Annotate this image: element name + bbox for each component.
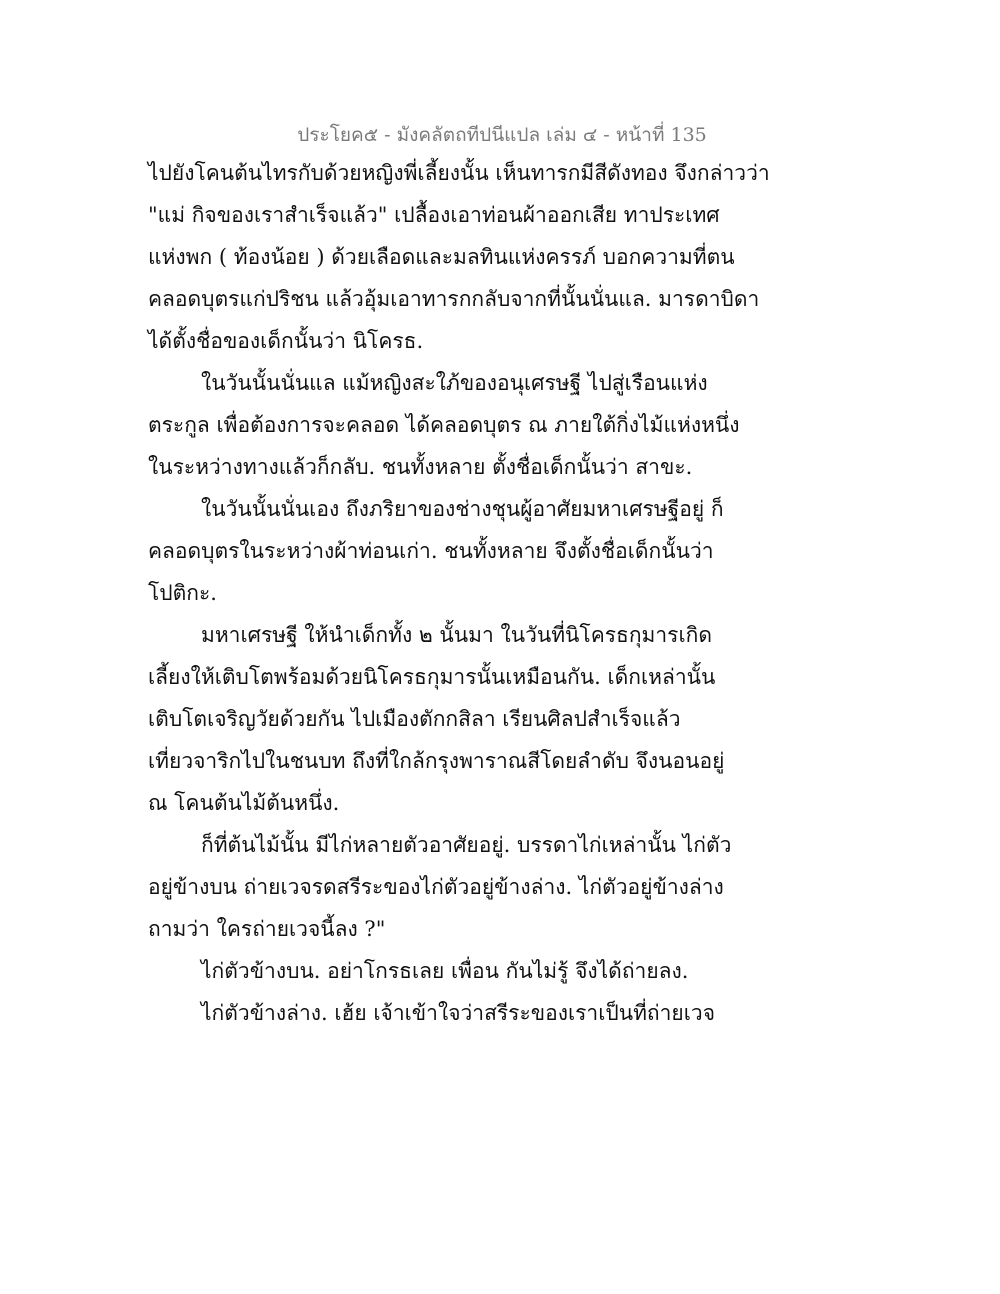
text-line: เติบโตเจริญวัยด้วยกัน ไปเมืองตักกสิลา เรียนศิลปสำเร็จแล้ว [148, 707, 681, 731]
text-line: ในระหว่างทางแล้วก็กลับ. ชนทั้งหลาย ตั้งชื่อเด็กนั้นว่า สาขะ. [148, 455, 693, 479]
text-line: ได้ตั้งชื่อของเด็กนั้นว่า นิโครธ. [148, 329, 424, 353]
text-line: อยู่ข้างบน ถ่ายเวจรดสรีระของไก่ตัวอยู่ข้างล่าง. ไก่ตัวอยู่ข้างล่าง [148, 875, 724, 899]
text-line: โปติกะ. [148, 581, 217, 605]
paragraph-start-line: มหาเศรษฐี ให้นำเด็กทั้ง ๒ นั้นมา ในวันที่นิโครธกุมารเกิด [201, 623, 712, 647]
text-line: คลอดบุตรในระหว่างผ้าท่อนเก่า. ชนทั้งหลาย จึงตั้งชื่อเด็กนั้นว่า [148, 539, 714, 563]
paragraph-start-line: ในวันนั้นนั่นแล แม้หญิงสะใภ้ของอนุเศรษฐี ไปสู่เรือนแห่ง [201, 371, 708, 395]
paragraph-start-line: ในวันนั้นนั่นเอง ถึงภริยาของช่างชุนผู้อาศัยมหาเศรษฐีอยู่ ก็ [201, 497, 724, 521]
text-line: เลี้ยงให้เติบโตพร้อมด้วยนิโครธกุมารนั้นเหมือนกัน. เด็กเหล่านั้น [148, 665, 716, 689]
text-line: ไปยังโคนต้นไทรกับด้วยหญิงพี่เลี้ยงนั้น เห็นทารกมีสีดังทอง จึงกล่าวว่า [148, 161, 770, 185]
page-header-text: ประโยค๕ - มังคลัตถทีปนีแปล เล่ม ๔ - หน้าที่ 135 [297, 124, 707, 146]
paragraph-start-line: ไก่ตัวข้างบน. อย่าโกรธเลย เพื่อน กันไม่รู้ จึงได้ถ่ายลง. [201, 959, 689, 983]
paragraph-start-line: ไก่ตัวข้างล่าง. เฮ้ย เจ้าเข้าใจว่าสรีระของเราเป็นที่ถ่ายเวจ [201, 1001, 716, 1025]
page-header [0, 120, 1000, 150]
text-line: ณ โคนต้นไม้ต้นหนึ่ง. [148, 791, 340, 815]
text-line: ตระกูล เพื่อต้องการจะคลอด ได้คลอดบุตร ณ ภายใต้กิ่งไม้แห่งหนึ่ง [148, 413, 740, 437]
text-line: คลอดบุตรแก่ปริชน แล้วอุ้มเอาทารกกลับจากที่นั้นนั่นแล. มารดาบิดา [148, 287, 760, 311]
text-line: เที่ยวจาริกไปในชนบท ถึงที่ใกล้กรุงพาราณสีโดยลำดับ จึงนอนอยู่ [148, 749, 725, 773]
text-line: แห่งพก ( ท้องน้อย ) ด้วยเลือดและมลทินแห่งครรภ์ บอกความที่ตน [148, 245, 735, 269]
paragraph-start-line: ก็ที่ต้นไม้นั้น มีไก่หลายตัวอาศัยอยู่. บรรดาไก่เหล่านั้น ไก่ตัว [201, 833, 732, 857]
text-line: ถามว่า ใครถ่ายเวจนี้ลง ?" [148, 917, 386, 941]
text-line: "แม่ กิจของเราสำเร็จแล้ว" เปลื้องเอาท่อนผ้าออกเสีย ทาประเทศ [148, 203, 720, 227]
document-body [148, 152, 868, 1034]
